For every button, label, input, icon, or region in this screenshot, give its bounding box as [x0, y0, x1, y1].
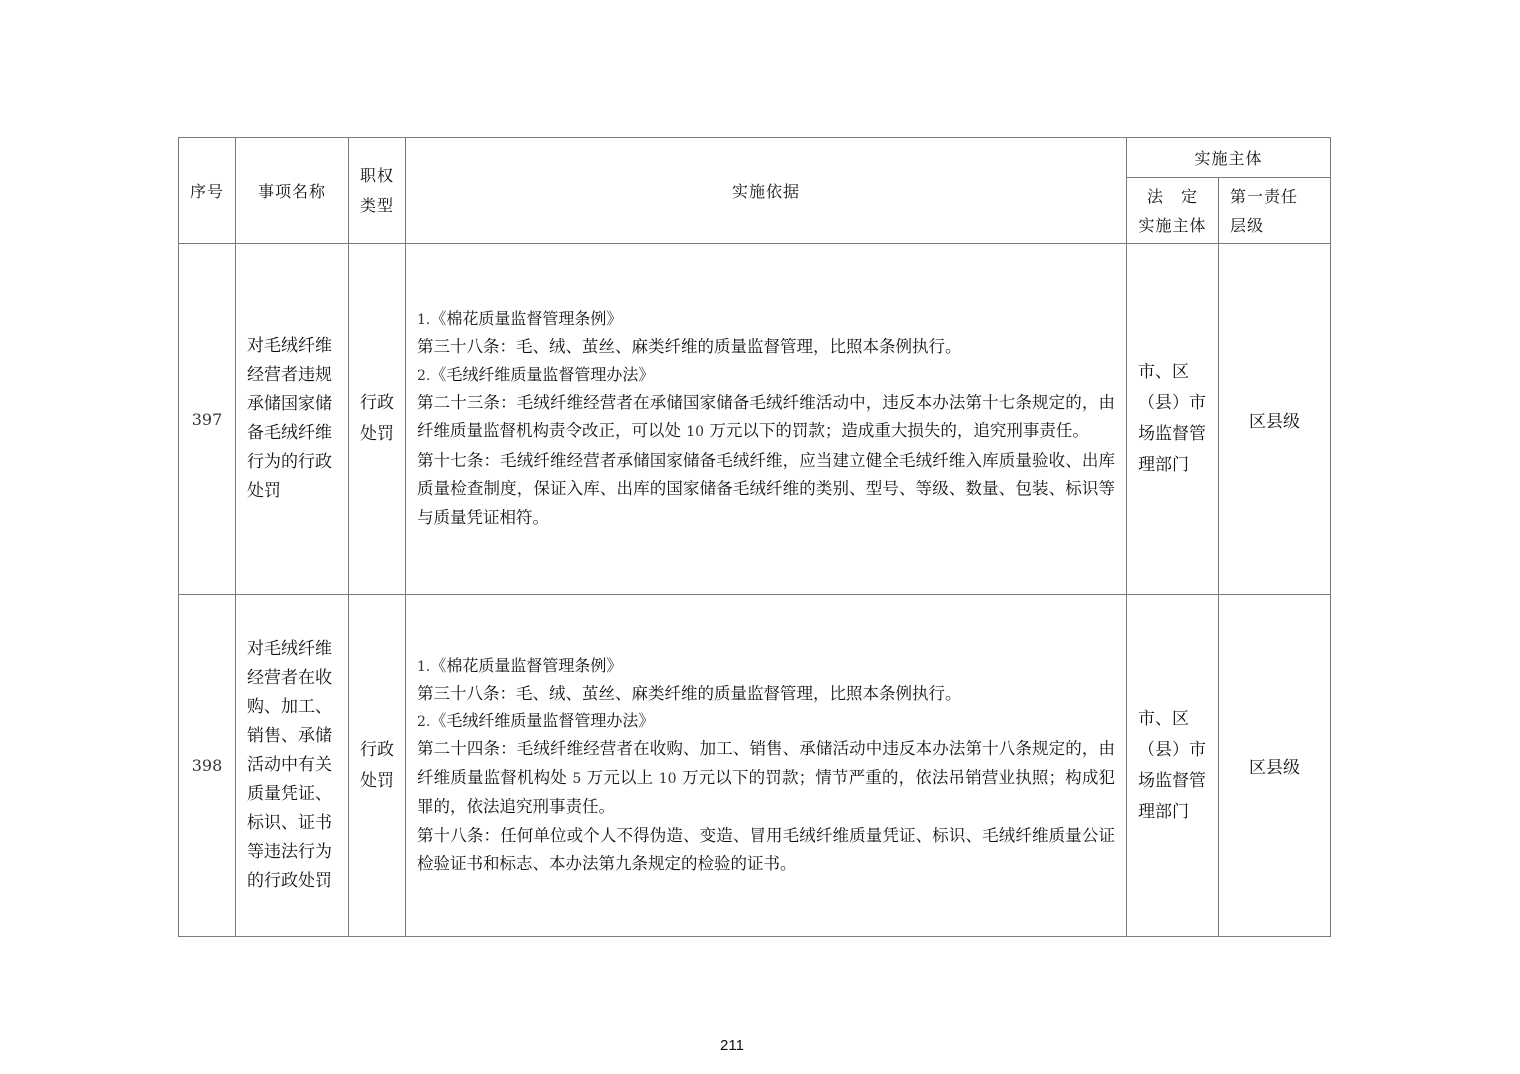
- row-legal-subject: 市、区（县）市场监督管理部门: [1127, 244, 1219, 595]
- header-row: [179, 138, 1331, 178]
- row-type-line1: 行政: [360, 393, 394, 413]
- header-level-line2: 层级: [1230, 215, 1265, 235]
- law-name: 《棉花质量监督管理条例》: [430, 655, 623, 675]
- law-article: [417, 389, 1115, 447]
- law-name: 《棉花质量监督管理条例》: [430, 309, 623, 328]
- table-row: [179, 244, 1331, 595]
- law-article: 第三十八条：毛、绒、茧丝、麻类纤维的质量监督管理，比照本条例执行。: [417, 683, 962, 703]
- law-article-number: 10: [686, 424, 705, 440]
- law-article: [417, 735, 1115, 822]
- law-article-text: 万元以上: [581, 767, 659, 787]
- header-type-line1: 职权: [359, 165, 394, 185]
- header-type-line2: 类型: [359, 195, 394, 215]
- row-level: 区县级: [1219, 244, 1331, 595]
- page-number: 211: [720, 1037, 744, 1054]
- row-type-line2: 处罚: [360, 424, 394, 444]
- header-legal-subject: [1127, 178, 1219, 244]
- law-article-text: 第二十四条：毛绒纤维经营者在收购、加工、销售、承储活动中违反本办法第十八条规定的，由纤维质量监督机构处: [417, 739, 1115, 787]
- table-row: [179, 595, 1331, 937]
- law-article-number: 10: [658, 770, 677, 787]
- row-name: 对毛绒纤维经营者违规承储国家储备毛绒纤维行为的行政处罚: [236, 244, 349, 595]
- law-article-text: 万元以下的罚款；情节严重的，依法吊销营业执照；构成犯罪的，依法追究刑事责任。: [417, 767, 1116, 816]
- law-title: [417, 362, 1115, 389]
- enforcement-table: [178, 137, 1331, 937]
- law-name: 《毛绒纤维质量监督管理办法》: [430, 364, 655, 384]
- header-legal-line2: 实施主体: [1138, 215, 1207, 235]
- law-article: 第十八条：任何单位或个人不得伪造、变造、冒用毛绒纤维质量凭证、标识、毛绒纤维质量公证检验证书和标志、本办法第九条规定的检验的证书。: [417, 825, 1115, 873]
- row-seq: 397: [179, 244, 236, 595]
- header-name: 事项名称: [236, 138, 349, 244]
- row-type: [349, 595, 406, 937]
- law-number: 1.: [417, 658, 431, 675]
- law-article-text: 第二十三条：毛绒纤维经营者在承储国家储备毛绒纤维活动中，违反本办法第十七条规定的，由纤维质量监督机构责令改正，可以处: [417, 392, 1115, 440]
- row-legal-subject: 市、区（县）市场监督管理部门: [1127, 595, 1219, 937]
- law-article-number: 5: [572, 770, 582, 787]
- law-number: 2.: [417, 367, 431, 384]
- row-name: 对毛绒纤维经营者在收购、加工、销售、承储活动中有关质量凭证、标识、证书等违法行为的行政处罚: [236, 595, 349, 937]
- law-article-text: 万元以下的罚款；造成重大损失的，追究刑事责任。: [704, 421, 1089, 440]
- header-level-line1: 第一责任: [1230, 186, 1299, 206]
- row-basis: [406, 595, 1127, 937]
- row-type: [349, 244, 406, 595]
- law-number: 2.: [417, 714, 431, 730]
- row-type-line2: 处罚: [360, 770, 394, 791]
- law-number: 1.: [417, 312, 431, 328]
- row-level: 区县级: [1219, 595, 1331, 937]
- law-title: [417, 306, 1115, 333]
- row-seq: 398: [179, 595, 236, 937]
- law-title: [417, 653, 1115, 680]
- law-name: 《毛绒纤维质量监督管理办法》: [430, 711, 655, 730]
- law-article: 第三十八条：毛、绒、茧丝、麻类纤维的质量监督管理，比照本条例执行。: [417, 337, 962, 356]
- header-subject: 实施主体: [1127, 138, 1331, 178]
- row-type-line1: 行政: [360, 739, 394, 760]
- header-type: [349, 138, 406, 244]
- law-title: [417, 708, 1115, 735]
- header-legal-line1: 法 定: [1146, 186, 1198, 206]
- law-article: 第十七条：毛绒纤维经营者承储国家储备毛绒纤维，应当建立健全毛绒纤维入库质量验收、出库质量检查制度，保证入库、出库的国家储备毛绒纤维的类别、型号、等级、数量、包装、标识等与质量凭证相符。: [417, 450, 1115, 527]
- row-basis: [406, 244, 1127, 595]
- header-seq: 序号: [179, 138, 236, 244]
- header-basis: 实施依据: [406, 138, 1127, 244]
- header-level: [1219, 178, 1331, 244]
